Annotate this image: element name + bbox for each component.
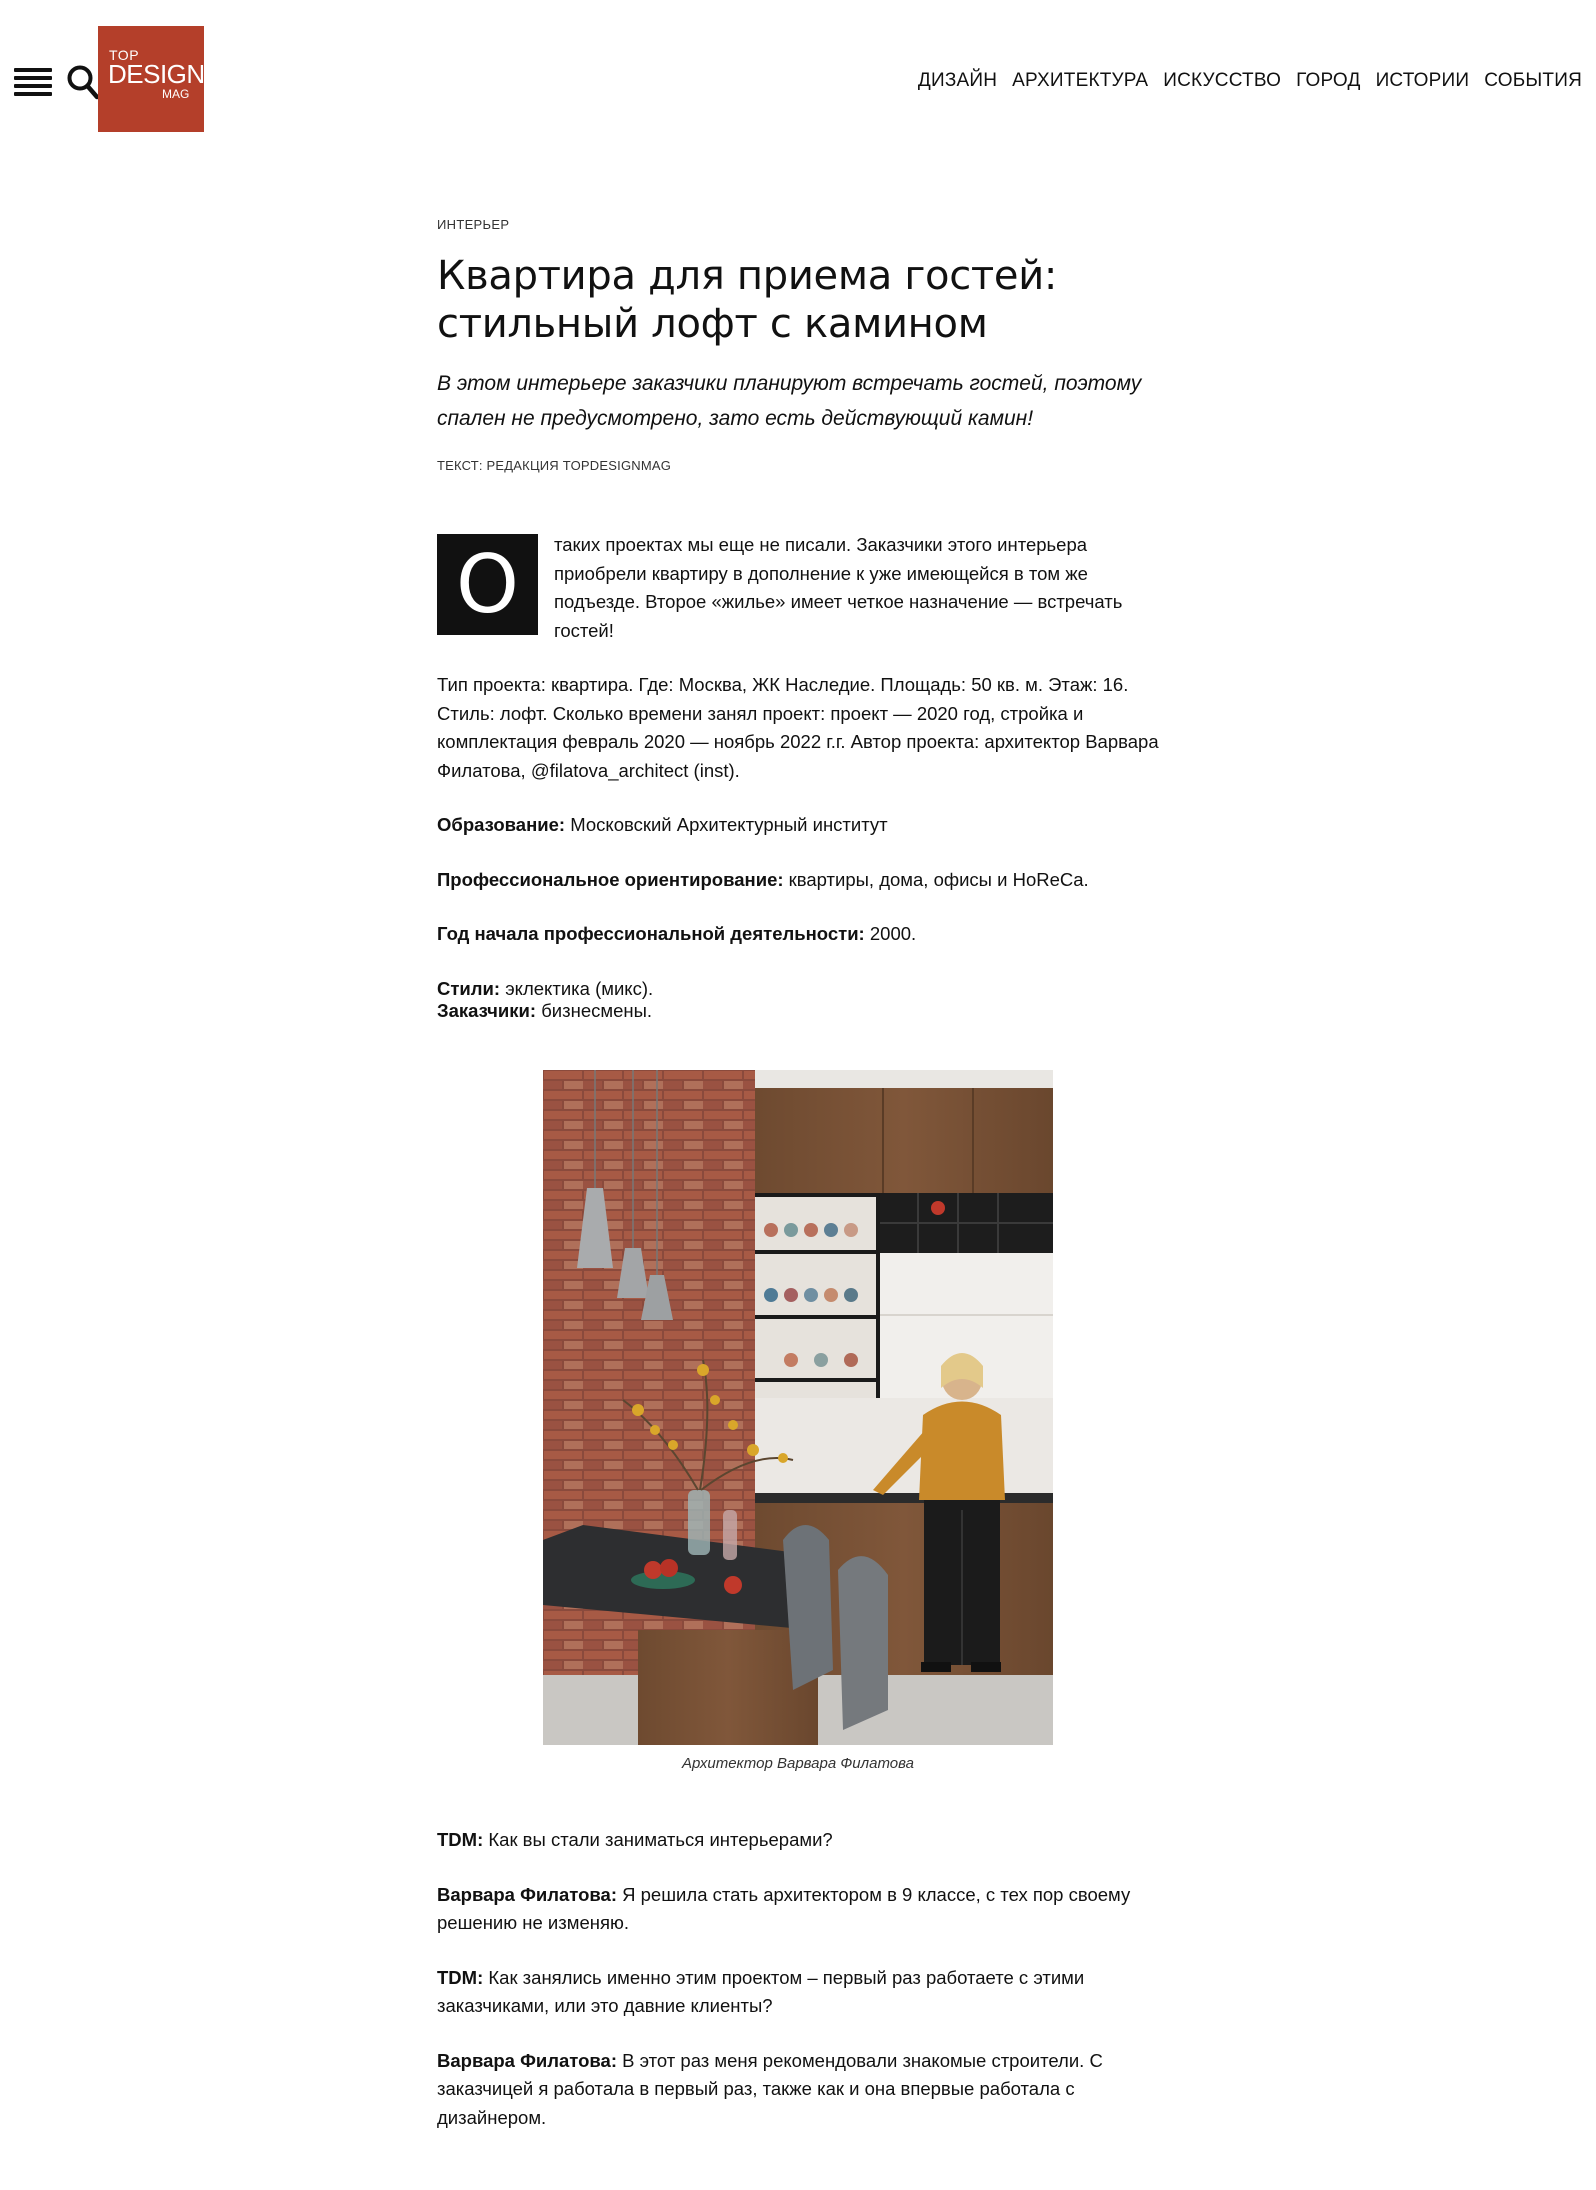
speech: В этот раз меня рекомендовали знакомые строители. С заказчицей я работала в первый раз, также как и она впервые работала с дизайнером.: [437, 2049, 1103, 2128]
fact-label: Профессиональное ориентирование:: [437, 868, 784, 890]
nav-item-city[interactable]: ГОРОД: [1296, 70, 1361, 91]
fact-education: [437, 811, 1167, 840]
nav-item-stories[interactable]: ИСТОРИИ: [1375, 70, 1470, 91]
interview-item: [437, 1964, 1167, 2021]
article-byline: ТЕКСТ: РЕДАКЦИЯ TOPDESIGNMAG: [437, 458, 672, 473]
site-logo[interactable]: [98, 26, 204, 132]
speech: Как вы стали заниматься интерьерами?: [483, 1829, 833, 1850]
title-line-2: стильный лофт с камином: [437, 301, 988, 347]
intro-text: таких проектах мы еще не писали. Заказчики этого интерьера приобрели квартиру в дополнение к уже имеющейся в том же подъезде. Второе «жилье» имеет четкое назначение — встречать гостей!: [554, 534, 1123, 641]
logo-top-text: TOP: [109, 47, 140, 63]
drop-cap: О: [437, 534, 538, 635]
logo-mid-text: DESIGN: [108, 59, 205, 89]
fact-start-year: [437, 920, 1167, 949]
site-header: [0, 0, 1596, 140]
speaker: TDM:: [437, 1966, 484, 1988]
fact-value: квартиры, дома, офисы и HoReCa.: [783, 868, 1089, 890]
fact-value: Московский Архитектурный институт: [565, 814, 888, 835]
interview: [437, 1826, 1167, 2158]
fact-label: Год начала профессиональной деятельности:: [437, 923, 865, 944]
fact-label: Стили:: [437, 977, 501, 999]
article-title: [437, 252, 1167, 348]
speech: Как занялись именно этим проектом – первый раз работаете с этими заказчиками, или это давние клиенты?: [437, 1966, 1085, 2016]
title-line-1: Квартира для приема гостей:: [437, 253, 1058, 299]
interview-item: [437, 1881, 1167, 1938]
speaker: Варвара Филатова:: [437, 1883, 617, 1905]
logo-bottom-text: MAG: [162, 87, 190, 101]
fact-label: Образование:: [437, 814, 566, 835]
fact-label: Заказчики:: [437, 1000, 537, 1021]
article-lead: В этом интерьере заказчики планируют встречать гостей, поэтому спален не предусмотрено, зато есть действующий камин!: [437, 372, 1142, 430]
nav-item-architecture[interactable]: АРХИТЕКТУРА: [1012, 70, 1149, 91]
nav-item-events[interactable]: СОБЫТИЯ: [1484, 70, 1582, 91]
interview-item: [437, 1826, 1167, 1855]
speaker: TDM:: [437, 1829, 484, 1850]
fact-value: эклектика (микс).: [500, 977, 654, 999]
intro-paragraph: [437, 531, 1167, 645]
nav-item-art[interactable]: ИСКУССТВО: [1163, 70, 1282, 91]
main-nav: [918, 70, 1582, 92]
speech: Я решила стать архитектором в 9 классе, с тех пор своему решению не изменяю.: [437, 1883, 1131, 1933]
search-icon[interactable]: [66, 64, 100, 100]
fact-orientation: [437, 866, 1167, 895]
hamburger-icon[interactable]: [14, 68, 52, 98]
nav-item-design[interactable]: ДИЗАЙН: [917, 70, 998, 91]
architect-photo[interactable]: [543, 1070, 1053, 1745]
article-figure: [543, 1070, 1053, 1772]
interview-item: [437, 2047, 1167, 2133]
fact-clients: [437, 997, 1167, 1026]
photo-caption: Архитектор Варвара Филатова: [682, 1755, 914, 1772]
fact-value: 2000.: [864, 923, 917, 944]
project-info: Тип проекта: квартира. Где: Москва, ЖК Наследие. Площадь: 50 кв. м. Этаж: 16. Стиль: лофт. Сколько времени занял проект: проект — 2020 год, стройка и комплектация февраль 2020 — ноябрь 2022 г.г. Автор проекта: архитектор Варвара Филатова, @filatova_architect (inst).: [437, 674, 1159, 781]
article: [437, 210, 1167, 1026]
speaker: Варвара Филатова:: [437, 2049, 617, 2071]
article-category[interactable]: ИНТЕРЬЕР: [437, 217, 510, 232]
fact-value: бизнесмены.: [536, 1000, 653, 1021]
